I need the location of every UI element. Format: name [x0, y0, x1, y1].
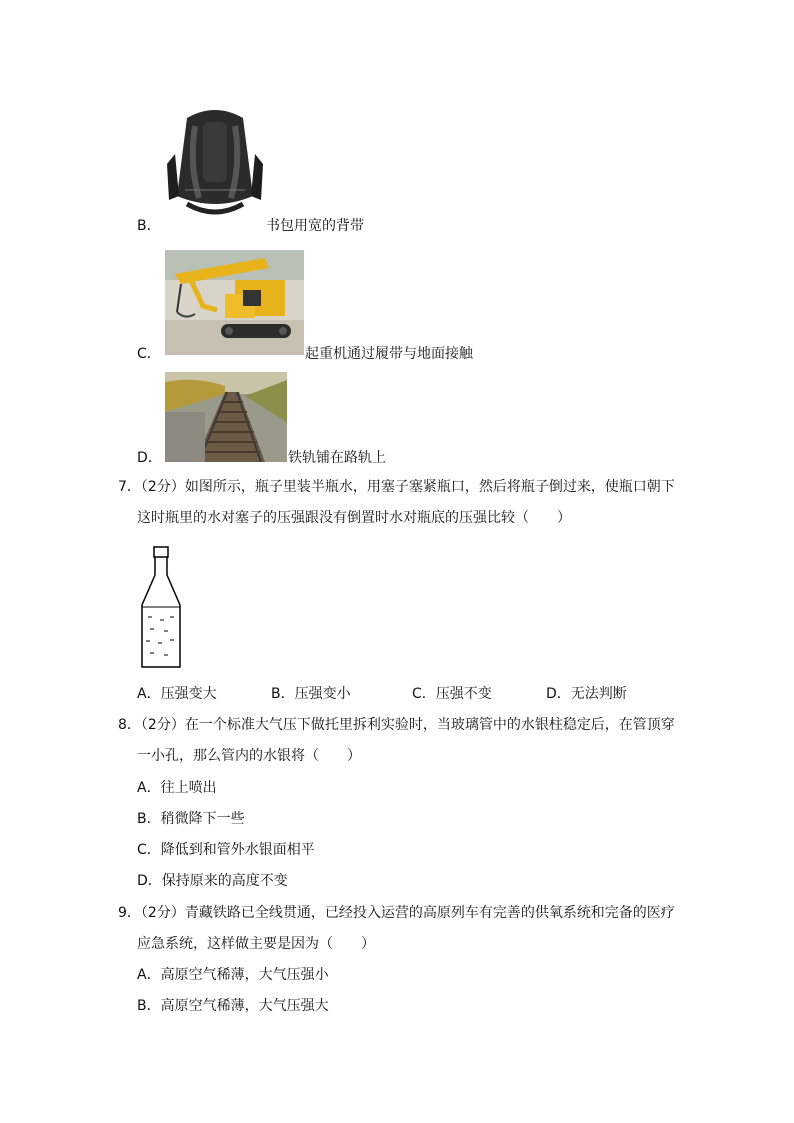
option-letter: B． — [271, 686, 295, 702]
q8-option-b — [137, 809, 245, 829]
option-letter: A． — [137, 780, 161, 796]
railway-image — [165, 372, 287, 462]
q6-option-d — [137, 448, 162, 468]
option-text: 压强变大 — [160, 686, 217, 702]
option-text: 压强变小 — [294, 686, 351, 702]
q8-option-a — [137, 778, 217, 798]
q8-option-c — [137, 840, 315, 860]
option-letter: C． — [137, 346, 161, 362]
option-letter: D． — [546, 686, 571, 702]
option-text: 高原空气稀薄，大气压强小 — [160, 967, 329, 983]
q6-option-b-text: 书包用宽的背带 — [266, 218, 364, 234]
option-text: 无法判断 — [570, 686, 627, 702]
option-text: 稍微降下一些 — [160, 811, 245, 827]
q7-option-d — [546, 684, 627, 704]
q7-stem-line2: 这时瓶里的水对塞子的压强跟没有倒置时水对瓶底的压强比较（ ） — [137, 510, 571, 526]
q9-option-a — [137, 965, 329, 985]
q7-stem-line1: 7．（2分）如图所示，瓶子里装半瓶水，用塞子塞紧瓶口，然后将瓶子倒过来，使瓶口朝下 — [118, 479, 675, 495]
q9-stem-line2: 应急系统，这样做主要是因为（ ） — [137, 936, 375, 952]
q6-option-b — [137, 216, 161, 236]
q9-stem-line1: 9．（2分）青藏铁路已全线贯通，已经投入运营的高原列车有完善的供氧系统和完备的医疗 — [118, 905, 675, 921]
option-letter: D． — [137, 450, 162, 466]
q8-option-d — [137, 871, 288, 891]
crane-image — [165, 250, 304, 355]
option-letter: B． — [137, 998, 161, 1014]
backpack-image — [165, 104, 265, 222]
option-letter: B． — [137, 218, 161, 234]
option-letter: A． — [137, 967, 161, 983]
q7-option-a — [137, 684, 217, 704]
q6-option-d-text: 铁轨铺在路轨上 — [288, 450, 386, 466]
option-text: 高原空气稀薄，大气压强大 — [160, 998, 329, 1014]
option-letter: C． — [137, 842, 161, 858]
option-letter: D． — [137, 873, 162, 889]
q7-option-c — [412, 684, 492, 704]
railway-track-icon — [165, 372, 287, 462]
q8-stem-line1: 8．（2分）在一个标准大气压下做托里拆利实验时，当玻璃管中的水银柱稳定后，在管顶穿 — [118, 717, 675, 733]
option-text: 往上喷出 — [160, 780, 217, 796]
q8-stem-line2: 一小孔，那么管内的水银将（ ） — [137, 748, 361, 764]
q6-option-c-text: 起重机通过履带与地面接触 — [305, 346, 473, 362]
backpack-icon — [165, 104, 265, 222]
bottle-icon — [138, 545, 184, 671]
option-letter: B． — [137, 811, 161, 827]
bottle-figure — [138, 545, 184, 671]
option-text: 压强不变 — [435, 686, 492, 702]
option-text: 降低到和管外水银面相平 — [160, 842, 315, 858]
crane-icon — [165, 250, 304, 355]
q7-option-b — [271, 684, 351, 704]
q6-option-c — [137, 344, 161, 364]
option-text: 保持原来的高度不变 — [161, 873, 288, 889]
q9-option-b — [137, 996, 329, 1016]
option-letter: C． — [412, 686, 436, 702]
option-letter: A． — [137, 686, 161, 702]
